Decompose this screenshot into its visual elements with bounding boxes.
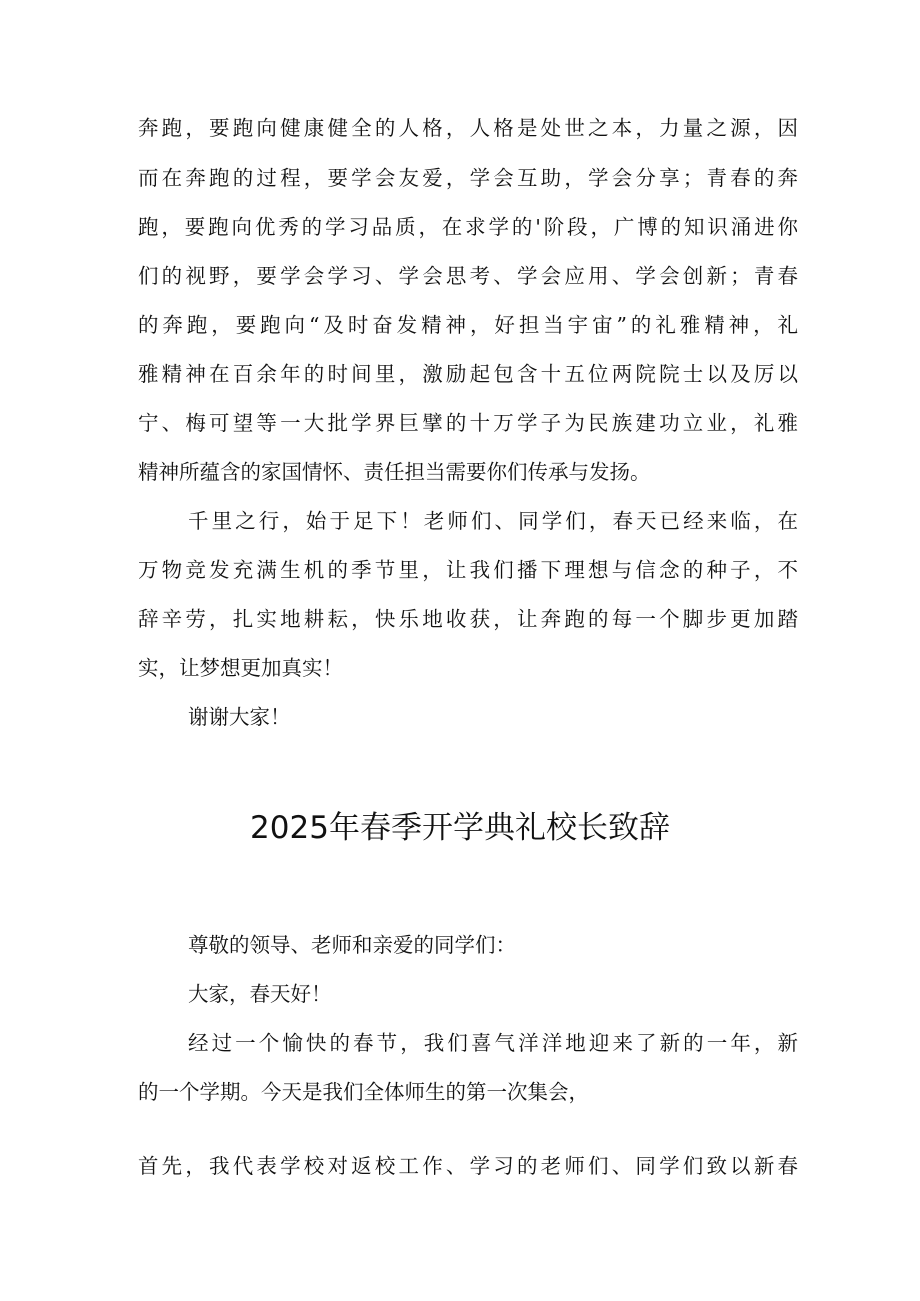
closing-text: 谢谢大家！ [188,705,291,729]
paragraph-line: 而在奔跑的过程，要学会友爱，学会互助，学会分享；青春的奔 [138,166,798,190]
paragraph-line: 们的视野，要学会学习、学会思考、学会应用、学会创新；青春 [138,264,798,288]
paragraph-line: 首先，我代表学校对返校工作、学习的老师们、同学们致以新春 [138,1154,798,1178]
paragraph-line: 跑，要跑向优秀的学习品质，在求学的'阶段，广博的知识涌进你 [138,215,798,239]
greeting-text-2: 大家，春天好！ [188,982,332,1006]
document-title: 2025年春季开学典礼校长致辞 [250,810,670,846]
paragraph-line: 经过一个愉快的春节，我们喜气洋洋地迎来了新的一年，新 [188,1031,798,1055]
greeting-text: 尊敬的领导、老师和亲爱的同学们： [188,933,516,957]
paragraph-line: 精神所蕴含的家国情怀、责任担当需要你们传承与发扬。 [138,460,651,484]
paragraph-line: 万物竞发充满生机的季节里，让我们播下理想与信念的种子，不 [138,558,798,582]
paragraph-line: 实，让梦想更加真实！ [138,656,343,680]
paragraph-line: 千里之行，始于足下！老师们、同学们，春天已经来临，在 [188,509,798,533]
paragraph-line: 雅精神在百余年的时间里，激励起包含十五位两院院士以及厉以 [138,362,798,386]
paragraph-line: 辞辛劳，扎实地耕耘，快乐地收获，让奔跑的每一个脚步更加踏 [138,607,798,631]
paragraph-line: 的奔跑，要跑向“及时奋发精神，好担当宇宙”的礼雅精神，礼 [138,313,798,337]
paragraph-line: 奔跑，要跑向健康健全的人格，人格是处世之本，力量之源，因 [138,116,798,140]
paragraph-line: 的一个学期。今天是我们全体师生的第一次集会， [138,1080,589,1104]
paragraph-line: 宁、梅可望等一大批学界巨擘的十万学子为民族建功立业，礼雅 [138,411,798,435]
